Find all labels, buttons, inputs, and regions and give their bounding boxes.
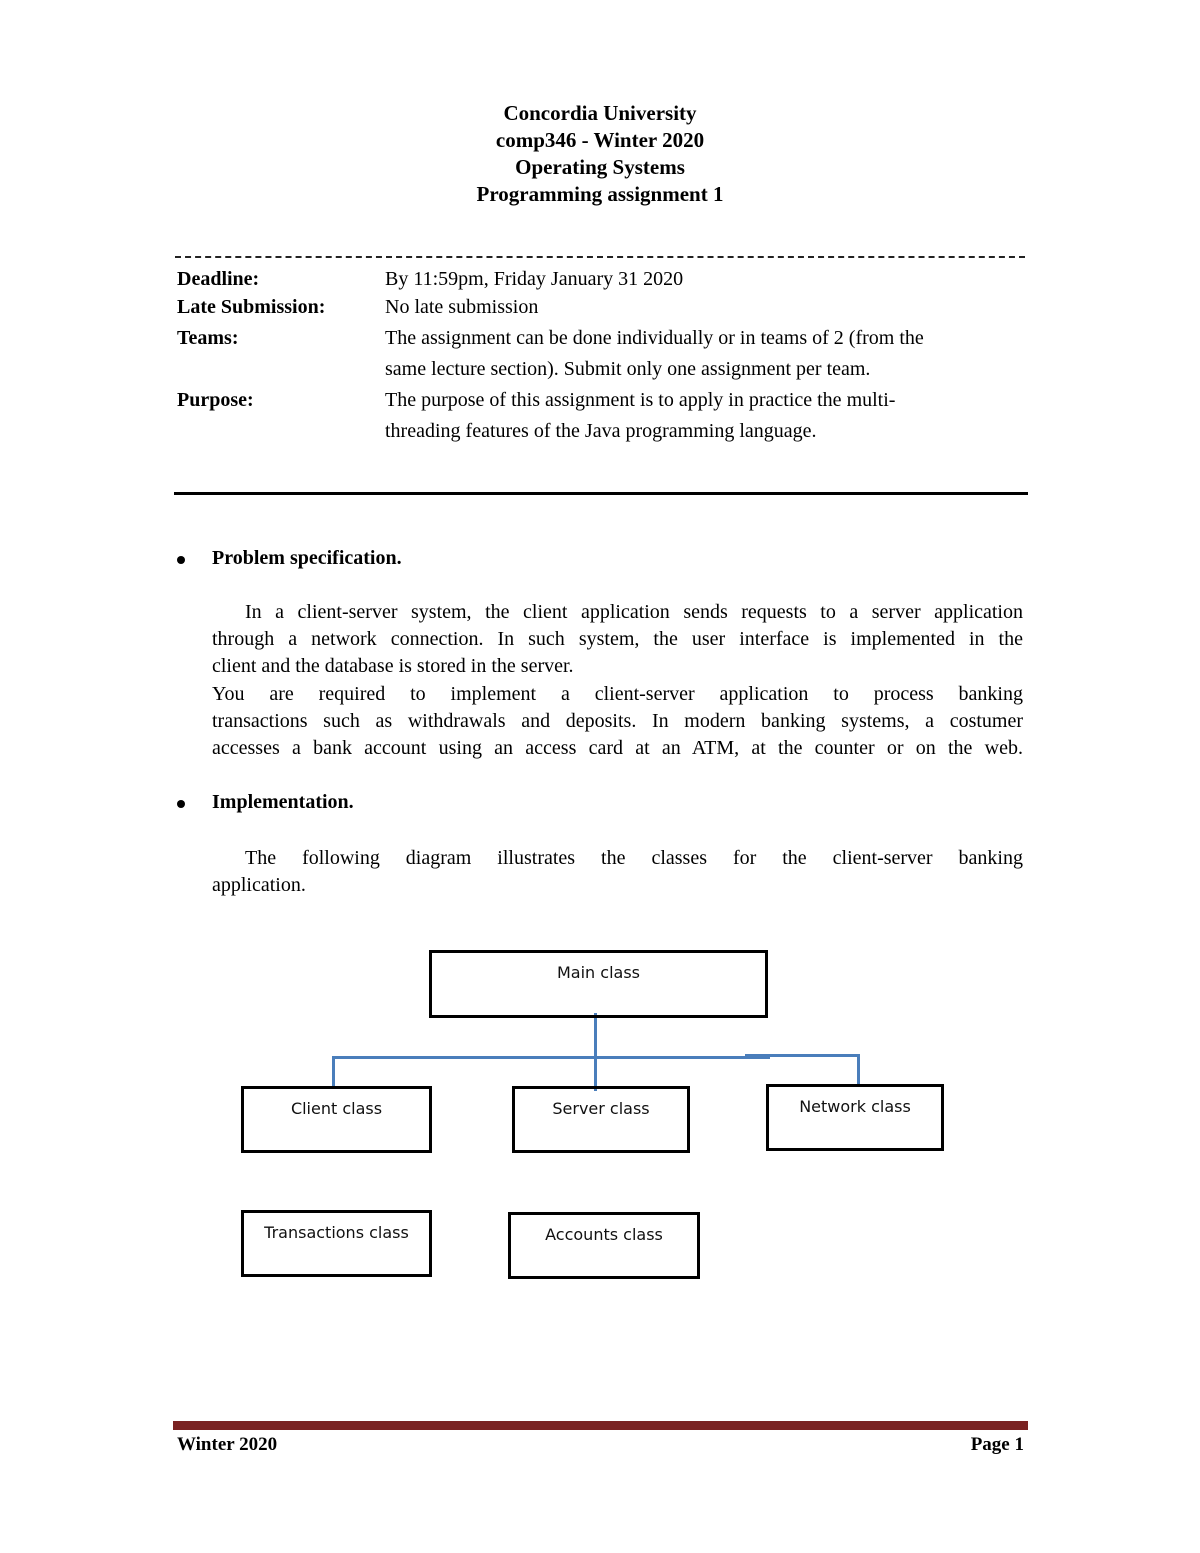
assignment-title: Programming assignment 1	[476, 182, 724, 206]
teams-value-line: same lecture section). Submit only one assignment per team.	[385, 358, 871, 380]
footer-bar	[173, 1421, 1028, 1430]
subject-title: Operating Systems	[515, 155, 685, 179]
section-rule	[174, 492, 1028, 495]
problem-heading: Problem specification.	[212, 547, 402, 569]
teams-value-line: The assignment can be done individually or in teams of 2 (from the	[385, 327, 924, 349]
accounts-class-box: Accounts class	[508, 1212, 700, 1279]
problem-line: through a network connection. In such system, the user interface is implemented in the	[212, 628, 1023, 650]
network-class-box: Network class	[766, 1084, 944, 1151]
purpose-label: Purpose:	[177, 389, 254, 411]
transactions-class-box: Transactions class	[241, 1210, 432, 1277]
deadline-value: By 11:59pm, Friday January 31 2020	[385, 268, 684, 290]
problem-line: transactions such as withdrawals and deposits. In modern banking systems, a costumer	[212, 710, 1023, 732]
footer-term: Winter 2020	[177, 1434, 278, 1455]
client-class-box: Client class	[241, 1086, 432, 1153]
problem-line: client and the database is stored in the server.	[212, 655, 574, 677]
connector-line	[745, 1054, 860, 1057]
page-number: Page 1	[970, 1434, 1024, 1455]
server-class-box: Server class	[512, 1086, 690, 1153]
late-submission-value: No late submission	[385, 296, 539, 318]
bullet-icon	[177, 556, 185, 564]
bullet-icon	[177, 800, 185, 808]
connector-line	[332, 1056, 335, 1088]
university-title: Concordia University	[503, 101, 697, 125]
connector-line	[594, 1013, 597, 1091]
late-submission-label: Late Submission:	[177, 296, 326, 318]
connector-line	[857, 1054, 860, 1086]
connector-line	[332, 1056, 770, 1059]
problem-line: You are required to implement a client-server application to process banking	[212, 683, 1023, 705]
deadline-label: Deadline:	[177, 268, 260, 290]
dashed-divider	[175, 256, 1025, 258]
problem-line: In a client-server system, the client application sends requests to a server application	[245, 601, 1023, 623]
implementation-heading: Implementation.	[212, 791, 354, 813]
course-title: comp346 - Winter 2020	[495, 128, 705, 152]
implementation-line: application.	[212, 874, 306, 896]
main-class-box: Main class	[429, 950, 768, 1018]
implementation-line: The following diagram illustrates the classes for the client-server banking	[245, 847, 1023, 869]
problem-line: accesses a bank account using an access card at an ATM, at the counter or on the web.	[212, 737, 1023, 759]
teams-label: Teams:	[177, 327, 239, 349]
purpose-value-line: threading features of the Java programming language.	[385, 420, 817, 442]
purpose-value-line: The purpose of this assignment is to apply in practice the multi-	[385, 389, 896, 411]
